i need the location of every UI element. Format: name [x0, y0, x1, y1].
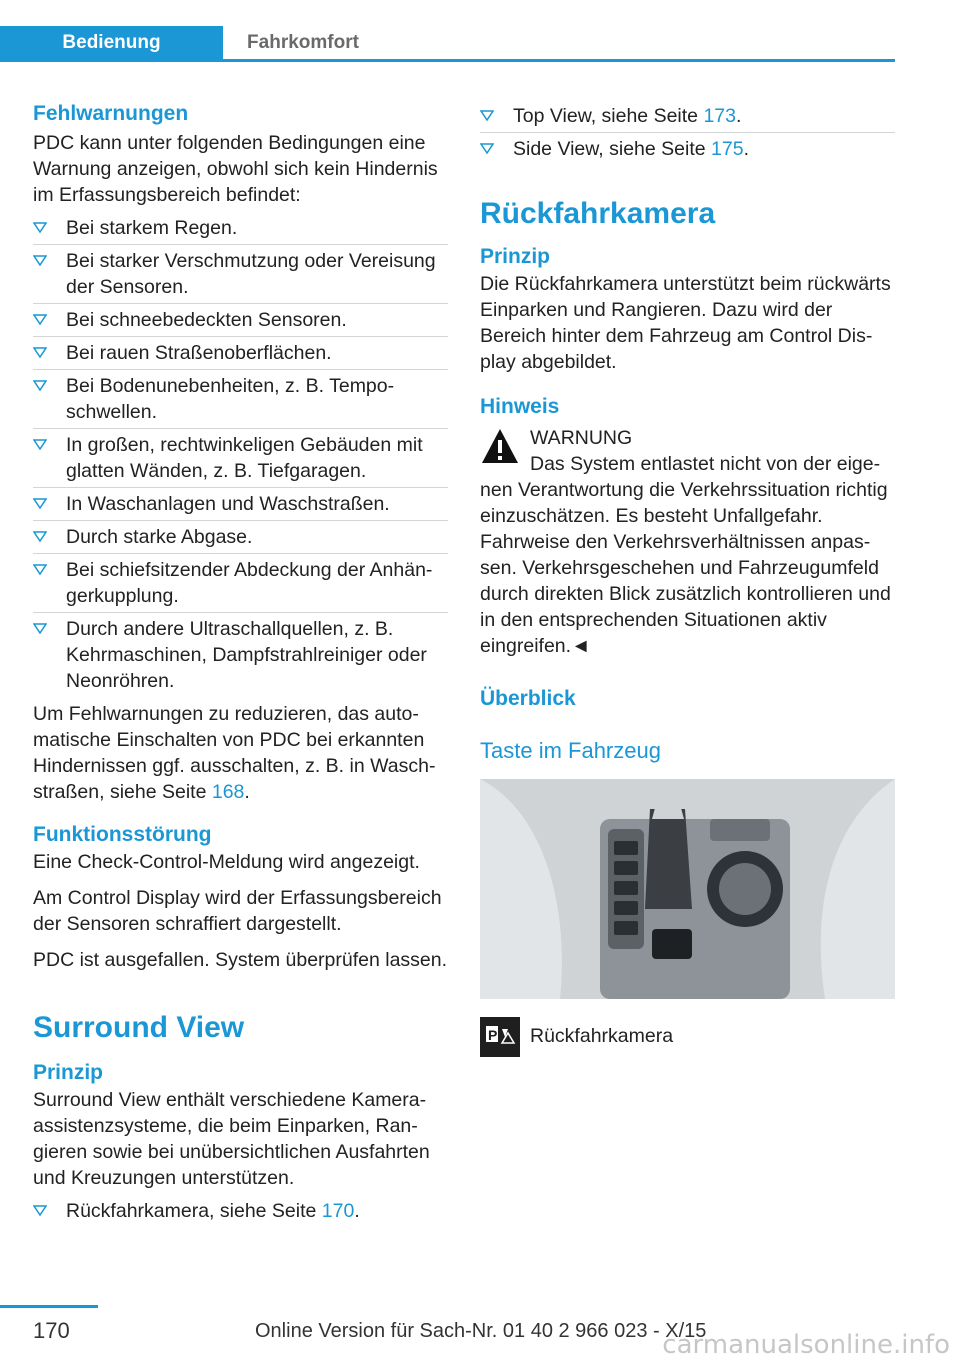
list-item	[33, 521, 448, 554]
list-item	[33, 245, 448, 304]
item-end: .	[354, 1200, 360, 1222]
list-item-end: .	[735, 105, 742, 127]
fehlwarnungen-intro: PDC kann unter folgenden Bedingungen eine Warnung anzeigen, obwohl sich kein Hindernis im Erfassungsbereich befindet:	[33, 132, 438, 206]
triangle-bullet-icon	[33, 1203, 47, 1217]
list-item-text: Bei schneebedeckten Sensoren.	[66, 309, 347, 331]
outro-end: .	[244, 781, 250, 803]
triangle-bullet-icon	[33, 312, 47, 326]
view-list	[480, 100, 895, 165]
page-link[interactable]: 173	[703, 105, 736, 127]
heading-funktionsstoerung: Funktionsstörung	[33, 823, 212, 846]
triangle-bullet-icon	[33, 437, 47, 451]
list-item-text: Bei starker Verschmutzung oder Vereisung der Sensoren.	[66, 250, 436, 298]
triangle-bullet-icon	[33, 529, 47, 543]
page-number: 170	[33, 1318, 70, 1343]
triangle-bullet-icon	[33, 378, 47, 392]
list-item-text: Bei Bodenunebenheiten, z. B. Temposchwellen.	[66, 375, 395, 423]
page-link-168[interactable]: 168	[211, 781, 245, 803]
page-link-170[interactable]: 170	[321, 1200, 355, 1222]
left-column	[33, 100, 448, 1227]
list-item	[33, 554, 448, 613]
funktionsstoerung-p3: PDC ist ausgefallen. System überprüfen lassen.	[33, 949, 448, 971]
list-item-text: In Waschanlagen und Waschstraßen.	[66, 493, 390, 515]
list-item-text: Bei rauen Straßenoberflächen.	[66, 342, 332, 364]
triangle-bullet-icon	[480, 141, 494, 155]
list-item-text: Durch starke Abgase.	[66, 526, 253, 548]
item-text: Rückfahrkamera, siehe Seite	[66, 1200, 322, 1222]
fehlwarnungen-outro	[33, 701, 448, 805]
funktionsstoerung-p1: Eine Check-Control-Meldung wird angezeigt.	[33, 851, 420, 873]
heading-prinzip-surround: Prinzip	[33, 1061, 104, 1084]
warning-text-content: Das System entlastet nicht von der eigenen Verantwortung die Verkehrssituation richtig einzuschätzen. Es besteht Unfallgefahr. Fahrweise den Verkehrsverhältnissen anpassen. Verkehrsgeschehen und Fahrzeugumfeld durch direkten Blick zusätzlich kontrollieren und in den entsprechenden Situationen aktiv eingreifen.◄	[480, 453, 891, 657]
right-column	[480, 100, 895, 1057]
list-item	[33, 429, 448, 488]
list-item	[33, 337, 448, 370]
watermark: carmanualsonline.info	[662, 1330, 950, 1360]
center-console-photo	[480, 779, 895, 999]
warning-label: WARNUNG	[530, 427, 633, 449]
warning-block	[480, 425, 895, 451]
list-item	[480, 133, 895, 165]
surround-view-text: Surround View enthält verschiedene Kameraassistenzsysteme, die beim Einparken, Rangieren sowie bei unübersichtlichen Ausfahrten und Kreuzungen unterstützen.	[33, 1089, 430, 1189]
list-item-end: .	[743, 138, 749, 160]
list-item-text: Bei starkem Regen.	[66, 217, 238, 239]
warning-text	[480, 451, 895, 659]
list-item	[33, 304, 448, 337]
list-item	[33, 1195, 448, 1227]
list-item-text: Durch andere Ultraschallquellen, z. B. Kehrmaschinen, Dampfstrahlreiniger oder Neonröhren.	[66, 618, 427, 692]
list-item	[33, 488, 448, 521]
page-number-bar	[0, 1305, 98, 1308]
triangle-bullet-icon	[33, 253, 47, 267]
list-item	[33, 613, 448, 697]
list-item	[33, 212, 448, 245]
camera-button-label: Rückfahrkamera	[530, 1025, 674, 1047]
heading-surround-view: Surround View	[33, 1011, 245, 1044]
camera-button-row	[480, 1017, 895, 1057]
list-item	[480, 100, 895, 133]
triangle-bullet-icon	[33, 621, 47, 635]
list-item-text: In großen, rechtwinkeligen Gebäuden mit glatten Wänden, z. B. Tiefgaragen.	[66, 434, 423, 482]
header-tab-bar	[0, 26, 895, 62]
outro-text: Um Fehlwarnungen zu reduzieren, das automatische Einschalten von PDC bei erkannten Hindernissen ggf. ausschalten, z. B. in Waschstraßen, siehe Seite	[33, 703, 436, 803]
funktionsstoerung-p2: Am Control Display wird der Erfassungsbereich der Sensoren schraffiert dargestellt.	[33, 887, 442, 935]
list-item-text: Bei schiefsitzender Abdeckung der Anhängerkupplung.	[66, 559, 433, 607]
list-item	[33, 370, 448, 429]
list-item-text: Top View, siehe Seite	[513, 105, 704, 127]
warning-triangle-icon	[480, 427, 520, 465]
tab-bedienung[interactable]: Bedienung	[0, 26, 223, 59]
heading-rueckfahrkamera: Rückfahrkamera	[480, 197, 716, 230]
heading-taste-im-fahrzeug: Taste im Fahrzeug	[480, 738, 661, 763]
rear-camera-button-icon	[480, 1017, 520, 1057]
page-link[interactable]: 175	[711, 138, 744, 160]
heading-ueberblick: Überblick	[480, 687, 576, 710]
rueckfahrkamera-text: Die Rückfahrkamera unterstützt beim rückwärts Einparken und Rangieren. Dazu wird der Bereich hinter dem Fahrzeug am Control Display abgebildet.	[480, 273, 891, 373]
heading-hinweis: Hinweis	[480, 395, 560, 418]
triangle-bullet-icon	[33, 345, 47, 359]
online-version-footer: Online Version für Sach-Nr. 01 40 2 966 023 - X/15	[255, 1320, 707, 1342]
heading-fehlwarnungen: Fehlwarnungen	[33, 102, 189, 125]
triangle-bullet-icon	[480, 108, 494, 122]
heading-prinzip-camera: Prinzip	[480, 245, 551, 268]
fehlwarnungen-list	[33, 212, 448, 697]
list-item-text: Side View, siehe Seite	[513, 138, 712, 160]
tab-fahrkomfort[interactable]: Fahrkomfort	[247, 32, 359, 53]
surround-view-list	[33, 1195, 448, 1227]
triangle-bullet-icon	[33, 562, 47, 576]
triangle-bullet-icon	[33, 496, 47, 510]
svg-text:P: P	[488, 1027, 498, 1043]
triangle-bullet-icon	[33, 220, 47, 234]
